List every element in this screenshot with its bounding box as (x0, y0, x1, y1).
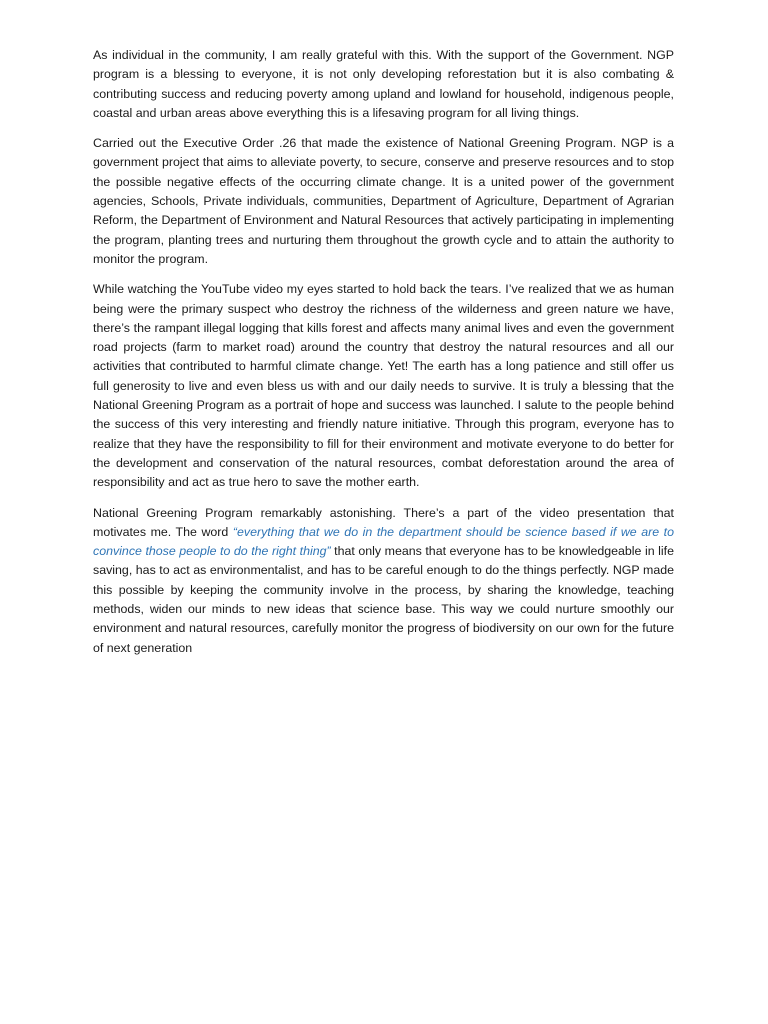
paragraph-3: While watching the YouTube video my eyes started to hold back the tears. I’ve realized that we as human being were the primary suspect who destroy the richness of the wilderness and green nature we have, there’s the rampant illegal logging that kills forest and affects many animal lives and even the government road projects (farm to market road) around the country that destroy the natural resources and all our activities that contributed to harmful climate change. Yet! The earth has a long patience and still offer us full generosity to live and even bless us with and our daily needs to survive. It is truly a blessing that the National Greening Program as a portrait of hope and success was launched. I salute to the people behind the success of this very interesting and friendly nature initiative. Through this program, everyone has to realize that they have the responsibility to fill for their environment and motivate everyone to do better for the development and conservation of the natural resources, combat deforestation around the area of responsibility and act as true hero to save the mother earth. (93, 282, 674, 490)
paragraph-4-intro: National Greening Program remarkably astonishing. There’s a part of the video presentation that motivates me. The word (93, 505, 674, 539)
paragraph-4 (93, 504, 674, 658)
paragraph-4-conclusion: that only means that everyone has to be knowledgeable in life saving, has to act as environmentalist, and has to be careful enough to do the things perfectly. NGP made this possible by keeping the community involve in the process, by sharing the knowledge, teaching methods, widen our minds to new ideas that science base. This way we could nurture smoothly our environment and natural resources, carefully monitor the progress of biodiversity on our own for the future of next generation (93, 544, 674, 655)
highlighted-quote: “everything that we do in the department should be science based if we are to convince those people to do the right thing” (93, 524, 674, 559)
paragraph-1: As individual in the community, I am really grateful with this. With the support of the Government. NGP program is a blessing to everyone, it is not only developing reforestation but it is also combating & contributing success and reducing poverty among upland and lowland for household, indigenous people, coastal and urban areas above everything this is a lifesaving program for all living things. (93, 48, 674, 120)
document-body (93, 46, 674, 669)
paragraph-2: Carried out the Executive Order .26 that made the existence of National Greening Program. NGP is a government project that aims to alleviate poverty, to secure, conserve and preserve resources and to stop the possible negative effects of the occurring climate change. It is a united power of the government agencies, Schools, Private individuals, communities, Department of Agriculture, Department of Agrarian Reform, the Department of Environment and Natural Resources that actively participating in implementing the program, planting trees and nurturing them throughout the growth cycle and to attain the authority to monitor the program. (93, 136, 674, 266)
